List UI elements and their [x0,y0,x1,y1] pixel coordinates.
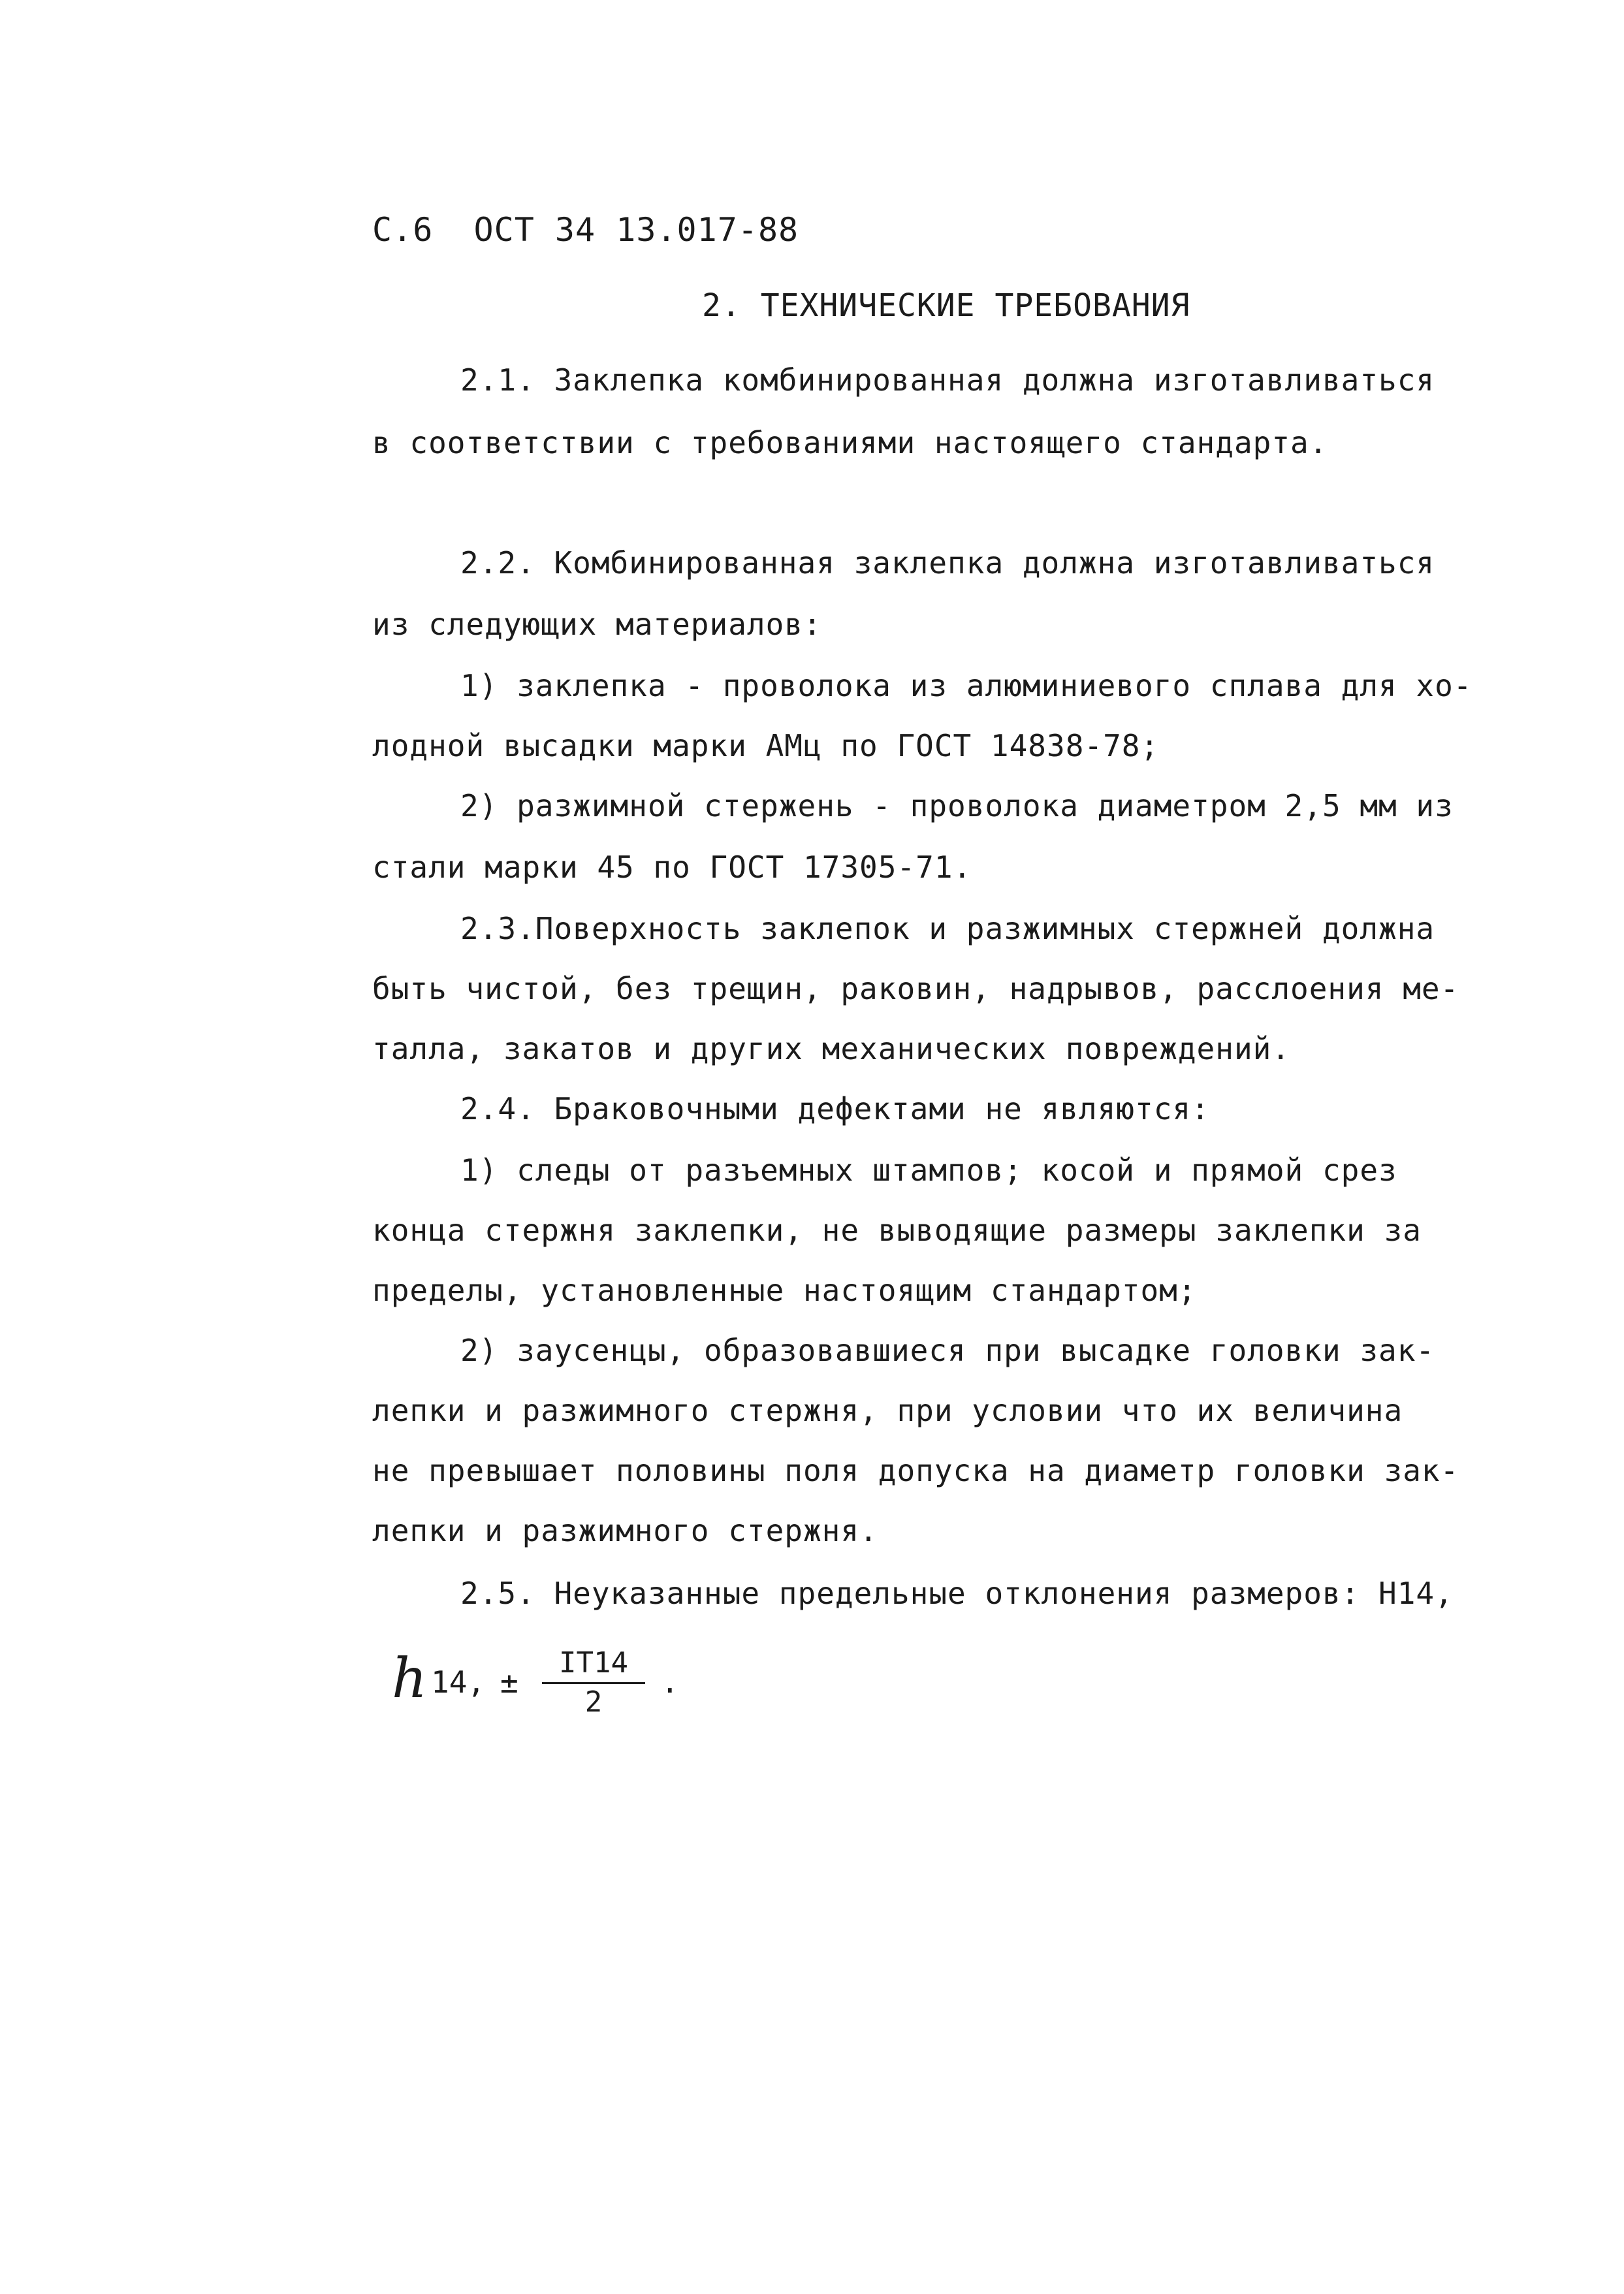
paragraph-line: 2) заусенцы, образовавшиеся при высадке головки зак- [460,1333,1435,1368]
paragraph-line: из следующих материалов: [372,607,822,642]
paragraph-line: талла, закатов и других механических повреждений. [372,1031,1291,1066]
paragraph-line: конца стержня заклепки, не выводящие размеры заклепки за [372,1213,1422,1248]
paragraph-line: 2.1. Заклепка комбинированная должна изготавливаться [460,362,1435,398]
paragraph-line: лодной высадки марки АМц по ГОСТ 14838-78; [372,728,1160,763]
fraction-numerator: IT14 [559,1646,628,1680]
paragraph-line: в соответствии с требованиями настоящего стандарта. [372,425,1328,460]
paragraph-line: 2.4. Браковочными дефектами не являются: [460,1091,1210,1126]
paragraph-line: лепки и разжимного стержня, при условии что их величина [372,1393,1403,1428]
section-title: 2. ТЕХНИЧЕСКИЕ ТРЕБОВАНИЯ [702,287,1190,324]
paragraph-line: 2.5. Неуказанные предельные отклонения размеров: H14, [460,1576,1454,1611]
formula-plus-minus: ± [500,1665,518,1700]
formula-end-period: . [661,1665,679,1700]
paragraph-line: 2.2. Комбинированная заклепка должна изготавливаться [460,545,1435,581]
paragraph-line: 1) следы от разъемных штампов; косой и прямой срез [460,1153,1397,1188]
paragraph-line: 2) разжимной стержень - проволока диаметром 2,5 мм из [460,788,1454,823]
document-header: С.6 ОСТ 34 13.017-88 [372,211,799,249]
paragraph-line: 2.3.Поверхность заклепок и разжимных стержней должна [460,911,1435,946]
fraction-denominator: 2 [584,1685,603,1719]
tolerance-formula [392,1646,849,1744]
paragraph-line: быть чистой, без трещин, раковин, надрывов, расслоения ме- [372,971,1459,1006]
paragraph-line: лепки и разжимного стержня. [372,1513,878,1548]
formula-h-symbol: h [392,1646,428,1710]
paragraph-line: не превышает половины поля допуска на диаметр головки зак- [372,1453,1459,1488]
paragraph-line: стали марки 45 по ГОСТ 17305-71. [372,850,972,885]
formula-h-value: 14, [431,1665,486,1700]
formula-fraction [538,1646,649,1721]
paragraph-line: 1) заклепка - проволока из алюминиевого сплава для хо- [460,668,1473,703]
paragraph-line: пределы, установленные настоящим стандартом; [372,1273,1197,1308]
